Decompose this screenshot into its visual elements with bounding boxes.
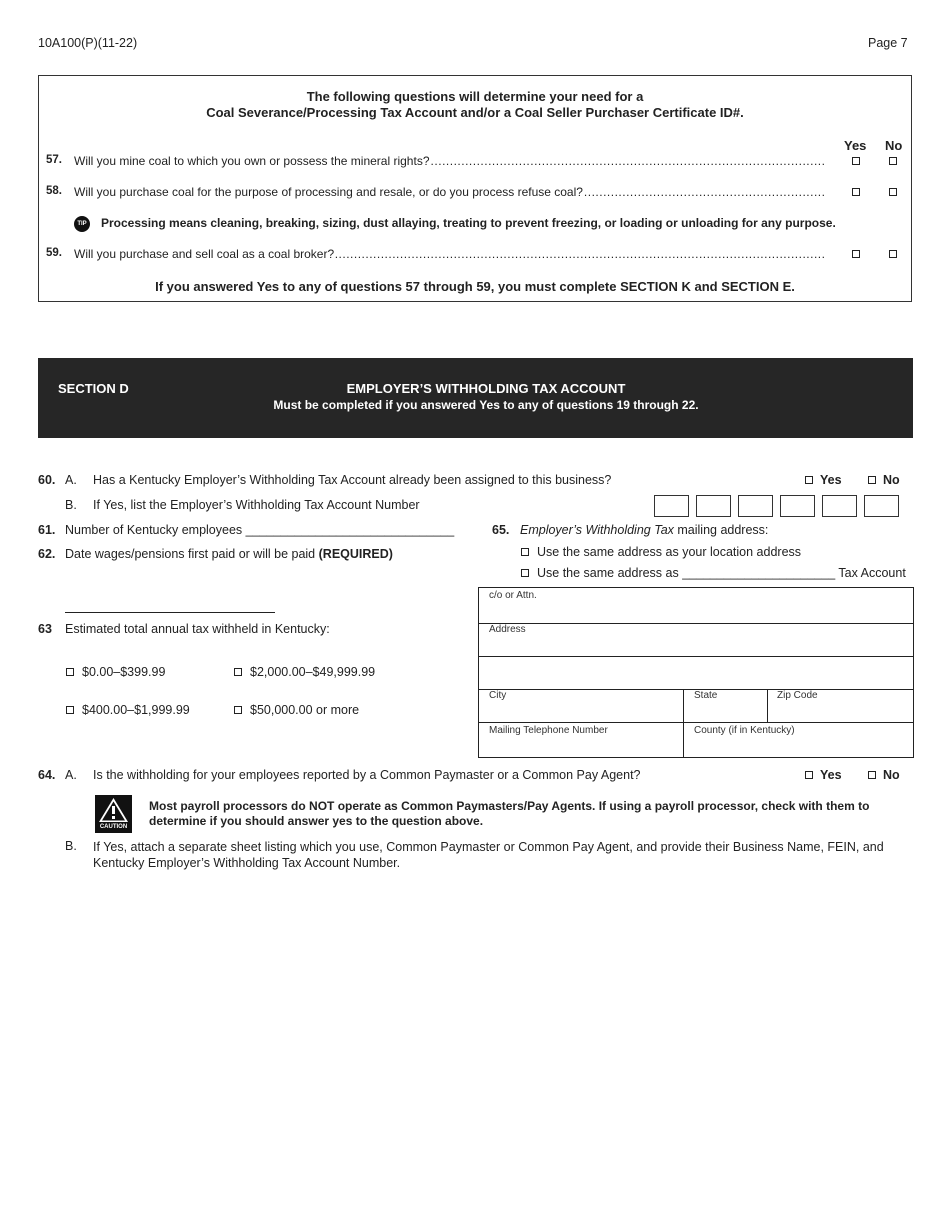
question-64b-letter: B. (65, 839, 77, 853)
divider (683, 689, 684, 757)
city-label: City (489, 690, 507, 701)
form-id: 10A100(P)(11-22) (38, 36, 138, 50)
q57-no-checkbox[interactable] (889, 157, 897, 165)
q59-no-checkbox[interactable] (889, 250, 897, 258)
q58-no-checkbox[interactable] (889, 188, 897, 196)
q63-option-1-label: $0.00–$399.99 (82, 665, 166, 679)
q60-no-label: No (883, 473, 900, 487)
account-number-box-1[interactable] (654, 495, 689, 517)
section-d-title: EMPLOYER’S WITHHOLDING TAX ACCOUNT (346, 381, 626, 396)
question-60b-letter: B. (65, 498, 77, 512)
question-57-text: Will you mine coal to which you own or possess the mineral rights? (74, 154, 430, 168)
state-label: State (694, 690, 718, 701)
zip-label: Zip Code (777, 690, 818, 701)
q58-yes-checkbox[interactable] (852, 188, 860, 196)
question-61-text[interactable]: Number of Kentucky employees ______________________________ (65, 523, 455, 537)
q64-no-checkbox[interactable] (868, 771, 876, 779)
tip-text: Processing means cleaning, breaking, sizing, dust allaying, treating to prevent freezing, or loading or unloading for any purpose. (101, 216, 836, 230)
question-62-text (65, 547, 393, 561)
q63-option-4-checkbox[interactable] (234, 706, 242, 714)
question-65-text (520, 523, 768, 537)
no-column-header: No (885, 138, 903, 153)
q65-same-as-checkbox[interactable] (521, 569, 529, 577)
question-60a-text: Has a Kentucky Employer’s Withholding Tax Account already been assigned to this business? (93, 473, 612, 487)
coal-footer-note: If you answered Yes to any of questions 57 through 59, you must complete SECTION K and SECTION E. (155, 279, 795, 294)
phone-label: Mailing Telephone Number (489, 725, 608, 736)
coal-questions-box (38, 75, 912, 302)
question-60a-letter: A. (65, 473, 77, 487)
question-64a-text: Is the withholding for your employees reported by a Common Paymaster or a Common Pay Agent? (93, 768, 641, 782)
co-attn-label: c/o or Attn. (489, 590, 537, 601)
question-65-italic: Employer’s Withholding Tax (520, 523, 674, 537)
tip-icon: TIP (74, 216, 90, 232)
q63-option-4-label: $50,000.00 or more (250, 703, 360, 717)
page-number: Page 7 (868, 36, 908, 50)
question-64-number: 64. (38, 768, 56, 782)
section-d-banner (38, 358, 913, 438)
question-62-number: 62. (38, 547, 56, 561)
q59-yes-checkbox[interactable] (852, 250, 860, 258)
divider (479, 623, 913, 624)
q65-same-as-label: Use the same address as ______________________ Tax Account (537, 566, 906, 580)
divider (479, 722, 913, 723)
question-65-rest: mailing address: (673, 523, 769, 537)
divider (767, 689, 768, 722)
q60-yes-checkbox[interactable] (805, 476, 813, 484)
account-number-box-2[interactable] (696, 495, 731, 517)
caution-icon (95, 795, 132, 833)
account-number-box-5[interactable] (822, 495, 857, 517)
question-58-number: 58. (46, 185, 62, 197)
coal-heading-line2: Coal Severance/Processing Tax Account and/or a Coal Seller Purchaser Certificate ID#. (206, 105, 744, 120)
q60-yes-label: Yes (820, 473, 842, 487)
question-62-label: Date wages/pensions first paid or will be paid (65, 547, 316, 561)
question-64b-text: If Yes, attach a separate sheet listing which you use, Common Paymaster or Common Pay Agent, and provide their Business Name, FEIN, and Kentucky Employer’s Withholding Tax Account Number. (93, 840, 884, 870)
question-61-number: 61. (38, 523, 56, 537)
question-63-text: Estimated total annual tax withheld in Kentucky: (65, 622, 330, 636)
q63-option-2-label: $2,000.00–$49,999.99 (250, 665, 376, 679)
question-60-number: 60. (38, 473, 56, 487)
q65-same-location-label: Use the same address as your location address (537, 545, 802, 559)
county-label: County (if in Kentucky) (694, 725, 795, 736)
section-d-label: SECTION D (58, 381, 129, 396)
address-label: Address (489, 624, 526, 635)
section-d-subtitle: Must be completed if you answered Yes to any of questions 19 through 22. (273, 398, 699, 412)
required-label: (REQUIRED) (318, 547, 393, 561)
question-59-text: Will you purchase and sell coal as a coal broker? (74, 247, 335, 261)
caution-text: Most payroll processors do NOT operate as Common Paymasters/Pay Agents. If using a payroll processor, check with them to determine if you should answer yes to the question above. (149, 799, 870, 828)
question-65-number: 65. (492, 523, 510, 537)
question-59-number: 59. (46, 247, 62, 259)
question-57-number: 57. (46, 154, 62, 166)
account-number-box-3[interactable] (738, 495, 773, 517)
question-60b-text: If Yes, list the Employer’s Withholding Tax Account Number (93, 498, 420, 512)
question-58-text: Will you purchase coal for the purpose of processing and resale, or do you process refuse coal? (74, 185, 583, 199)
caution-label: CAUTION (99, 824, 128, 830)
q64-no-label: No (883, 768, 900, 782)
coal-heading-line1: The following questions will determine your need for a (306, 89, 644, 104)
question-63-number: 63 (38, 622, 52, 636)
question-64a-letter: A. (65, 768, 77, 782)
yes-column-header: Yes (844, 138, 867, 153)
q63-option-3-label: $400.00–$1,999.99 (82, 703, 190, 717)
q64-yes-label: Yes (820, 768, 842, 782)
q63-option-2-checkbox[interactable] (234, 668, 242, 676)
q65-same-location-checkbox[interactable] (521, 548, 529, 556)
q60-no-checkbox[interactable] (868, 476, 876, 484)
account-number-box-4[interactable] (780, 495, 815, 517)
q57-yes-checkbox[interactable] (852, 157, 860, 165)
account-number-box-6[interactable] (864, 495, 899, 517)
divider (479, 656, 913, 657)
q64-yes-checkbox[interactable] (805, 771, 813, 779)
mailing-address-form (478, 587, 914, 758)
q63-option-1-checkbox[interactable] (66, 668, 74, 676)
date-paid-line[interactable] (65, 612, 275, 613)
q63-option-3-checkbox[interactable] (66, 706, 74, 714)
